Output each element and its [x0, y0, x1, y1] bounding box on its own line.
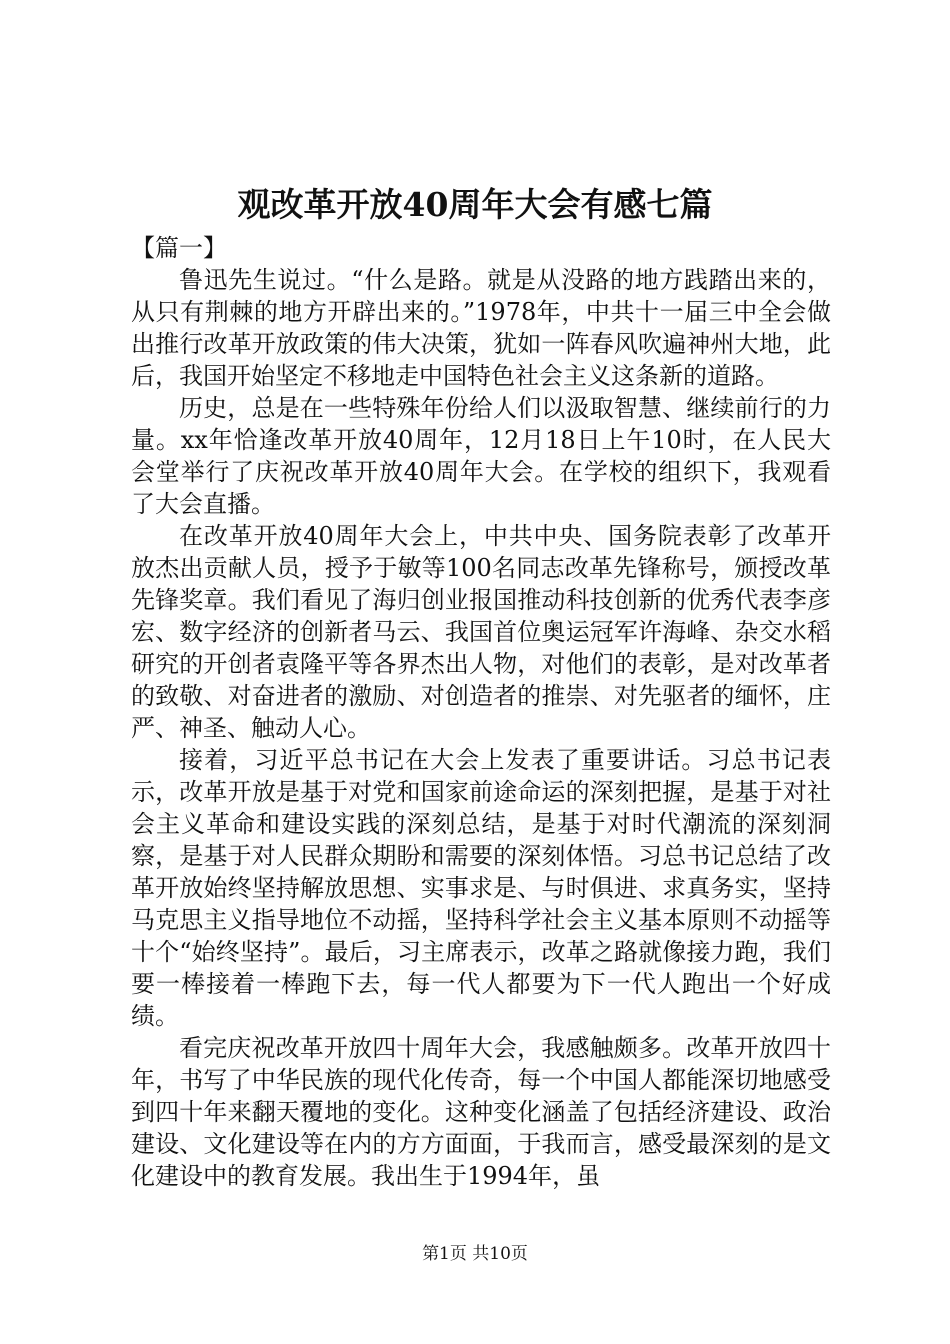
paragraph: 在改革开放40周年大会上，中共中央、国务院表彰了改革开放杰出贡献人员，授予于敏等100名同志改革先锋称号，颁授改革先锋奖章。我们看见了海归创业报国推动科技创新的优秀代表李彦宏、数字经济的创新者马云、我国首位奥运冠军许海峰、杂交水稻研究的开创者袁隆平等各界杰出人物，对他们的表彰，是对改革者的致敬、对奋进者的激励、对创造者的推崇、对先驱者的缅怀，庄严、神圣、触动人心。	[131, 522, 831, 742]
paragraph: 接着，习近平总书记在大会上发表了重要讲话。习总书记表示，改革开放是基于对党和国家前途命运的深刻把握，是基于对社会主义革命和建设实践的深刻总结，是基于对时代潮流的深刻洞察，是基于对人民群众期盼和需要的深刻体悟。习总书记总结了改革开放始终坚持解放思想、实事求是、与时俱进、求真务实，坚持马克思主义指导地位不动摇，坚持科学社会主义基本原则不动摇等十个“始终坚持”。最后，习主席表示，改革之路就像接力跑，我们要一棒接着一棒跑下去，每一代人都要为下一代人跑出一个好成绩。	[131, 746, 831, 1030]
paragraph: 看完庆祝改革开放四十周年大会，我感触颇多。改革开放四十年，书写了中华民族的现代化传奇，每一个中国人都能深切地感受到四十年来翻天覆地的变化。这种变化涵盖了包括经济建设、政治建设、文化建设等在内的方方面面，于我而言，感受最深刻的是文化建设中的教育发展。我出生于1994年，虽	[131, 1034, 831, 1190]
document-body	[131, 264, 831, 1192]
page-footer: 第1页 共10页	[422, 1244, 528, 1264]
paragraph: 历史，总是在一些特殊年份给人们以汲取智慧、继续前行的力量。xx年恰逢改革开放40周年，12月18日上午10时，在人民大会堂举行了庆祝改革开放40周年大会。在学校的组织下，我观看了大会直播。	[131, 394, 831, 518]
section-heading: 【篇一】	[131, 234, 227, 262]
document-title: 观改革开放40周年大会有感七篇	[237, 185, 713, 224]
paragraph: 鲁迅先生说过。“什么是路。就是从没路的地方践踏出来的，从只有荆棘的地方开辟出来的。”1978年，中共十一届三中全会做出推行改革开放政策的伟大决策，犹如一阵春风吹遍神州大地，此后，我国开始坚定不移地走中国特色社会主义这条新的道路。	[131, 266, 831, 390]
